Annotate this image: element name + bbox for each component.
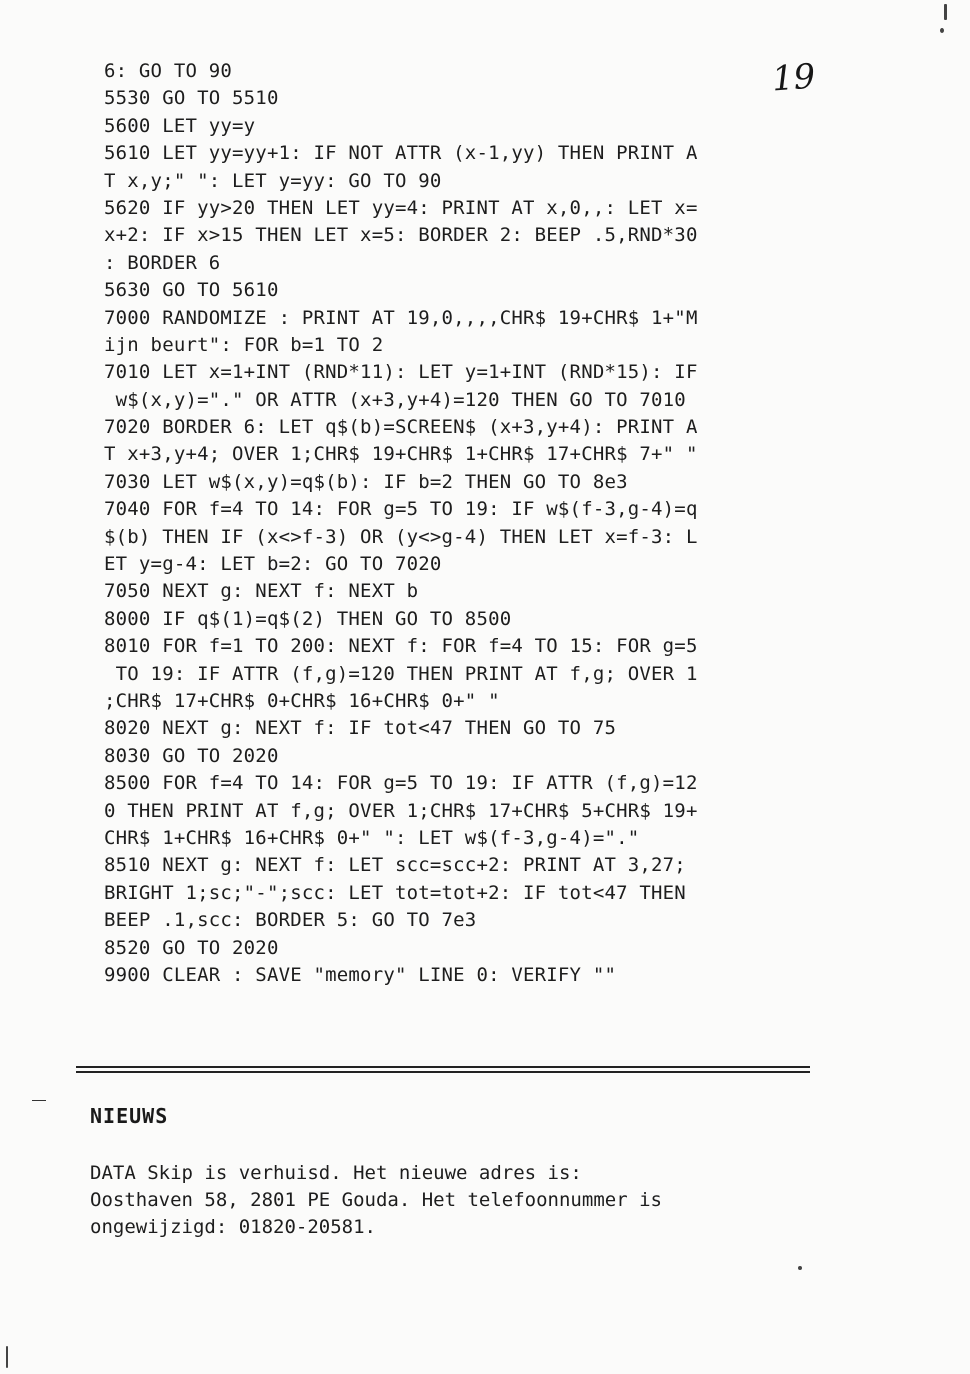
code-line: CHR$ 1+CHR$ 16+CHR$ 0+" ": LET w$(f-3,g-4)="." xyxy=(104,826,640,849)
news-heading: NIEUWS xyxy=(90,1104,169,1128)
code-line: 8030 GO TO 2020 xyxy=(104,744,279,767)
code-line: 5620 IF yy>20 THEN LET yy=4: PRINT AT x,0,,: LET x= xyxy=(104,196,698,219)
code-line: 7000 RANDOMIZE : PRINT AT 19,0,,,,CHR$ 19+CHR$ 1+"M xyxy=(104,306,698,329)
code-line: 7050 NEXT g: NEXT f: NEXT b xyxy=(104,580,419,603)
code-line: 9900 CLEAR : SAVE "memory" LINE 0: VERIFY "" xyxy=(104,963,617,986)
code-line: BEEP .1,scc: BORDER 5: GO TO 7e3 xyxy=(104,909,477,932)
code-line: 7040 FOR f=4 TO 14: FOR g=5 TO 19: IF w$(f-3,g-4)=q xyxy=(104,498,698,521)
code-line: 7010 LET x=1+INT (RND*11): LET y=1+INT (RND*15): IF xyxy=(104,361,698,384)
code-line: 8510 NEXT g: NEXT f: LET scc=scc+2: PRINT AT 3,27; xyxy=(104,854,686,877)
news-line: DATA Skip is verhuisd. Het nieuwe adres is: xyxy=(90,1162,582,1184)
scan-speck xyxy=(944,4,947,20)
code-line: : BORDER 6 xyxy=(104,251,221,274)
news-line: Oosthaven 58, 2801 PE Gouda. Het telefoonnummer is xyxy=(90,1189,662,1211)
scan-speck xyxy=(798,1266,802,1270)
scan-speck xyxy=(6,1346,8,1368)
code-line: 8020 NEXT g: NEXT f: IF tot<47 THEN GO TO 75 xyxy=(104,717,617,740)
code-line: 7020 BORDER 6: LET q$(b)=SCREEN$ (x+3,y+4): PRINT A xyxy=(104,416,698,439)
code-line: w$(x,y)="." OR ATTR (x+3,y+4)=120 THEN GO TO 7010 xyxy=(104,388,686,411)
news-line: ongewijzigd: 01820-20581. xyxy=(90,1216,376,1238)
code-line: ;CHR$ 17+CHR$ 0+CHR$ 16+CHR$ 0+" " xyxy=(104,689,500,712)
code-line: BRIGHT 1;sc;"-";scc: LET tot=tot+2: IF tot<47 THEN xyxy=(104,881,686,904)
news-body xyxy=(90,1160,810,1241)
code-line: 5600 LET yy=y xyxy=(104,114,256,137)
code-line: ijn beurt": FOR b=1 TO 2 xyxy=(104,333,384,356)
code-line: T x+3,y+4; OVER 1;CHR$ 19+CHR$ 1+CHR$ 17+CHR$ 7+" " xyxy=(104,443,698,466)
section-divider xyxy=(76,1066,810,1068)
code-line: 5530 GO TO 5510 xyxy=(104,87,279,110)
code-line: 8500 FOR f=4 TO 14: FOR g=5 TO 19: IF ATTR (f,g)=12 xyxy=(104,772,698,795)
code-line: 8010 FOR f=1 TO 200: NEXT f: FOR f=4 TO 15: FOR g=5 xyxy=(104,635,698,658)
code-line: 5630 GO TO 5610 xyxy=(104,279,279,302)
code-line: 8520 GO TO 2020 xyxy=(104,936,279,959)
code-line: 5610 LET yy=yy+1: IF NOT ATTR (x-1,yy) THEN PRINT A xyxy=(104,142,698,165)
code-line: TO 19: IF ATTR (f,g)=120 THEN PRINT AT f,g; OVER 1 xyxy=(104,662,698,685)
code-line: x+2: IF x>15 THEN LET x=5: BORDER 2: BEEP .5,RND*30 xyxy=(104,224,698,247)
margin-mark xyxy=(32,1100,46,1101)
code-line: ET y=g-4: LET b=2: GO TO 7020 xyxy=(104,553,442,576)
code-line: 6: GO TO 90 xyxy=(104,60,233,82)
basic-program-listing xyxy=(104,58,824,989)
section-divider xyxy=(76,1071,810,1073)
code-line: 0 THEN PRINT AT f,g; OVER 1;CHR$ 17+CHR$ 5+CHR$ 19+ xyxy=(104,799,698,822)
code-line: 8000 IF q$(1)=q$(2) THEN GO TO 8500 xyxy=(104,607,512,630)
page-number: 19 xyxy=(770,56,817,100)
scan-speck xyxy=(940,28,944,33)
code-line: $(b) THEN IF (x<>f-3) OR (y<>g-4) THEN LET x=f-3: L xyxy=(104,525,698,548)
code-line: T x,y;" ": LET y=yy: GO TO 90 xyxy=(104,169,442,192)
code-line: 7030 LET w$(x,y)=q$(b): IF b=2 THEN GO TO 8e3 xyxy=(104,470,628,493)
